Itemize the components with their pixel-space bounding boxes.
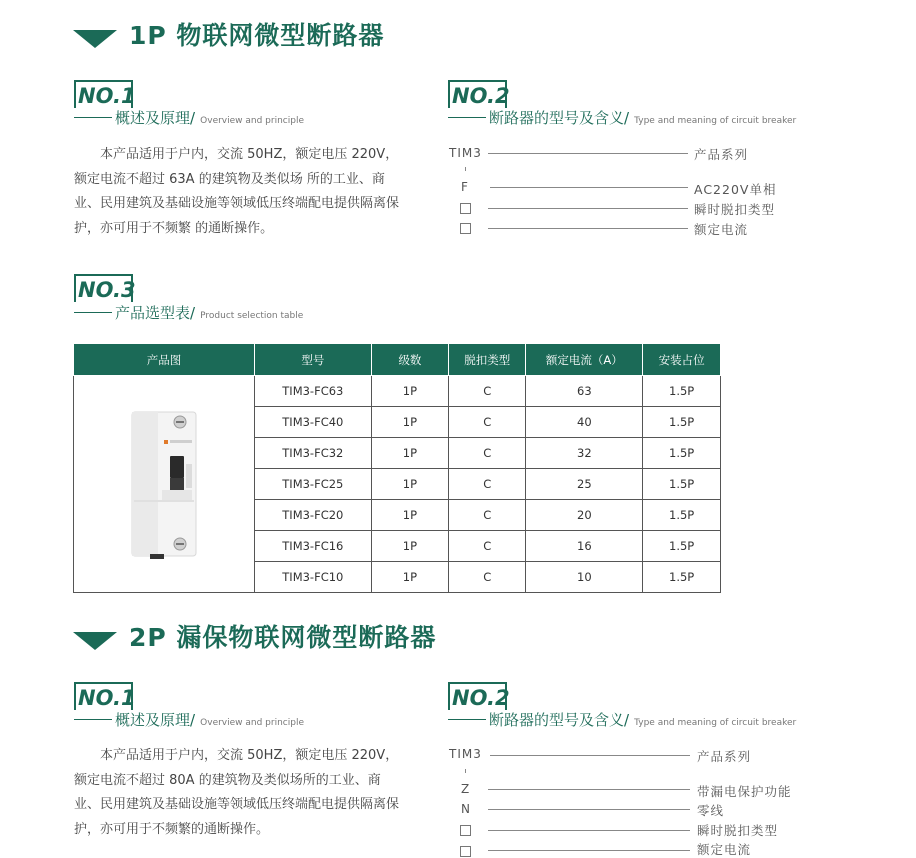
product-selection-table (73, 343, 721, 593)
section-marker-triangle-icon (73, 30, 117, 48)
section-title: 2P 漏保物联网微型断路器 (129, 623, 437, 652)
table-cell: 1.5P (643, 500, 721, 531)
type-meaning: 带漏电保护功能 (697, 784, 792, 799)
subsection-heading (115, 709, 304, 730)
table-cell: 32 (526, 438, 643, 469)
leader-line (490, 187, 688, 188)
table-cell: C (449, 500, 526, 531)
placeholder-box-icon (460, 825, 471, 836)
leader-line (488, 153, 688, 154)
type-meaning: 产品系列 (697, 749, 752, 764)
section-marker-triangle-icon (73, 632, 117, 650)
placeholder-box-icon (460, 223, 471, 234)
table-cell: 1P (371, 407, 448, 438)
column-header: 型号 (254, 344, 371, 376)
table-cell: 25 (526, 469, 643, 500)
type-code: TIM3 (449, 747, 482, 761)
table-cell: 20 (526, 500, 643, 531)
table-cell: 1P (371, 562, 448, 593)
subsection-title-en: Overview and principle (200, 718, 304, 728)
table-cell: 1P (371, 438, 448, 469)
circuit-breaker-image (114, 404, 214, 564)
subsection-title-cn: 概述及原理/ (115, 711, 196, 729)
no-badge (74, 682, 136, 710)
table-cell: 1.5P (643, 531, 721, 562)
table-cell: 1P (371, 500, 448, 531)
overview-text: 本产品适用于户内，交流 50HZ，额定电压 220V，额定电流不超过 80A 的建筑物及类似场所的工业、商业、民用建筑及基础设施等领域低压终端配电提供隔离保护，亦可用于不频繁的通断操作。 (74, 748, 400, 837)
type-meaning: 额定电流 (697, 842, 752, 857)
subsection-heading (489, 709, 796, 730)
type-code: F (461, 180, 469, 194)
leader-line (488, 208, 688, 209)
no-badge (448, 80, 510, 108)
no-label: NO.1 (78, 686, 136, 710)
subsection-title-cn: 断路器的型号及含义/ (489, 109, 630, 127)
type-meaning: 产品系列 (694, 147, 749, 162)
table-cell: TIM3-FC25 (254, 469, 371, 500)
table-cell: TIM3-FC20 (254, 500, 371, 531)
subsection-heading (489, 107, 796, 128)
table-cell: 1.5P (643, 438, 721, 469)
subsection-title-cn: 产品选型表/ (115, 304, 196, 322)
no-label: NO.3 (78, 278, 136, 302)
divider (448, 719, 486, 720)
subsection-title-cn: 概述及原理/ (115, 109, 196, 127)
leader-line (488, 809, 690, 810)
type-code: TIM3 (449, 146, 482, 160)
subsection-title-en: Overview and principle (200, 116, 304, 126)
type-meaning: AC220V单相 (694, 182, 777, 197)
table-cell: TIM3-FC32 (254, 438, 371, 469)
table-cell: 1.5P (643, 562, 721, 593)
overview-text: 本产品适用于户内，交流 50HZ，额定电压 220V，额定电流不超过 63A 的建筑物及类似场 所的工业、商业、民用建筑及基础设施等领域低压终端配电提供隔离保护，亦可用于不频繁 的通断操作。 (74, 147, 400, 236)
leader-line (488, 850, 690, 851)
table-cell: 10 (526, 562, 643, 593)
type-meaning: 零线 (697, 803, 725, 818)
product-image-cell (74, 376, 255, 593)
table-cell: 40 (526, 407, 643, 438)
no-badge (74, 80, 136, 108)
column-header: 额定电流（A） (526, 344, 643, 376)
table-cell: 63 (526, 376, 643, 407)
column-header: 产品图 (74, 344, 255, 376)
table-cell: 16 (526, 531, 643, 562)
table-cell: 1P (371, 376, 448, 407)
table-cell: C (449, 376, 526, 407)
table-cell: C (449, 438, 526, 469)
divider (74, 312, 112, 313)
table-cell: TIM3-FC16 (254, 531, 371, 562)
table-cell: C (449, 469, 526, 500)
subsection-heading (115, 302, 303, 323)
type-meaning: 瞬时脱扣类型 (694, 202, 776, 217)
column-header: 安装占位 (643, 344, 721, 376)
table-cell: TIM3-FC40 (254, 407, 371, 438)
leader-line (488, 830, 690, 831)
no-badge (448, 682, 510, 710)
table-cell: TIM3-FC10 (254, 562, 371, 593)
tick-mark (465, 167, 466, 171)
table-cell: 1.5P (643, 376, 721, 407)
subsection-heading (115, 107, 304, 128)
subsection-title-en: Product selection table (200, 311, 304, 321)
table-cell: 1P (371, 469, 448, 500)
no-badge (74, 274, 136, 302)
table-cell: 1P (371, 531, 448, 562)
table-cell: 1.5P (643, 469, 721, 500)
type-meaning: 额定电流 (694, 222, 749, 237)
leader-line (488, 228, 688, 229)
no-label: NO.2 (452, 84, 510, 108)
no-label: NO.1 (78, 84, 136, 108)
divider (74, 117, 112, 118)
no-label: NO.2 (452, 686, 510, 710)
tick-mark (465, 769, 466, 773)
type-code: N (461, 802, 471, 816)
table-cell: TIM3-FC63 (254, 376, 371, 407)
type-meaning: 瞬时脱扣类型 (697, 823, 779, 838)
table-header-row (74, 344, 721, 376)
table-cell: C (449, 531, 526, 562)
leader-line (488, 789, 690, 790)
table-cell: C (449, 407, 526, 438)
section-title: 1P 物联网微型断路器 (129, 21, 385, 50)
table-cell: 1.5P (643, 407, 721, 438)
subsection-title-cn: 断路器的型号及含义/ (489, 711, 630, 729)
leader-line (490, 755, 690, 756)
divider (448, 117, 486, 118)
subsection-title-en: Type and meaning of circuit breaker (634, 116, 797, 126)
subsection-title-en: Type and meaning of circuit breaker (634, 718, 797, 728)
table-row (74, 376, 721, 407)
column-header: 脱扣类型 (449, 344, 526, 376)
placeholder-box-icon (460, 846, 471, 857)
type-code: Z (461, 782, 471, 796)
placeholder-box-icon (460, 203, 471, 214)
column-header: 级数 (371, 344, 448, 376)
table-cell: C (449, 562, 526, 593)
divider (74, 719, 112, 720)
